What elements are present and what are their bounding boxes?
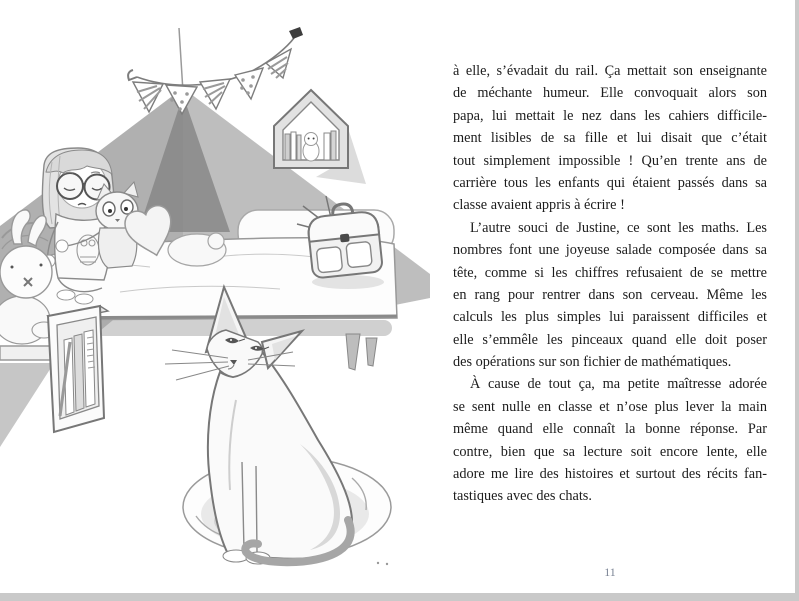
girl-foot — [75, 294, 93, 304]
books — [60, 330, 95, 416]
text-line: À cause de tout ça, ma petite maîtresse adorée — [470, 376, 767, 393]
pennant-dotted-2 — [235, 68, 263, 99]
text-line: tête, comme si les chiffres refusaient de se mettre — [453, 264, 767, 281]
girl-hand — [56, 240, 68, 252]
table-shadow — [0, 363, 54, 447]
bunting-right-clip — [289, 27, 303, 39]
text-line: tastiques avec des chats. — [453, 488, 592, 505]
text-line: contre, bien que sa lecture soit encore lente, elle — [453, 443, 767, 460]
text-line: en rang pour rentrer dans son cerveau. Même les — [453, 286, 767, 303]
round-pillow — [168, 233, 226, 266]
floor-specks — [377, 562, 388, 565]
paragraph — [453, 217, 767, 374]
text-line: à elle, s’évadait du rail. Ça mettait son enseignante — [453, 63, 767, 79]
text-line: des opérations sur son fichier de mathématiques. — [453, 354, 732, 371]
cube-bookshelf — [48, 306, 108, 432]
text-line: adore me lire des histoires et surtout des récits fan- — [453, 466, 767, 483]
girl-foot — [57, 290, 75, 300]
text-line: classe avaient appris à écrire ! — [453, 197, 625, 214]
text-line: L’autre souci de Justine, ce sont les maths. Les — [470, 219, 767, 236]
bunting-left-hook — [128, 70, 137, 80]
satchel-pocket — [316, 247, 342, 273]
text-line: même quand elle connaît la bonne réponse. Par — [453, 421, 767, 438]
text-line: nombres font une joyeuse salade composée dans sa — [453, 242, 767, 259]
text-line: carrière tous les enfants qui étaient passés dans sa — [453, 174, 767, 191]
text-line: ment lisibles de sa fille et lui disait que c’était — [453, 130, 767, 147]
text-line: elle s’emmêle les pinceaux quand elle doit poser — [453, 331, 767, 348]
page-number: 11 — [604, 565, 616, 579]
paragraph — [453, 60, 767, 217]
bed-leg — [366, 338, 377, 366]
shelf-figurine — [303, 133, 319, 162]
page-text-column — [453, 60, 767, 508]
bed-leg — [346, 334, 360, 370]
bunting-garland — [128, 27, 303, 114]
text-line: calculs les plus simples lui paraissent difficiles et — [453, 309, 767, 326]
text-line: papa, lui mettait le nez dans les cahiers difficile- — [453, 107, 767, 124]
paragraph — [453, 373, 767, 507]
satchel-pocket — [346, 241, 372, 267]
text-line: tout simplement impossible ! Qu’en trente ans de — [453, 152, 767, 169]
text-line: se sent nulle en classe et n’ose plus lever la main — [453, 398, 767, 415]
text-line: de méchante humeur. Elle convoquait alors son — [453, 85, 767, 102]
satchel-clasp — [340, 234, 350, 243]
bunny-head — [0, 246, 52, 298]
